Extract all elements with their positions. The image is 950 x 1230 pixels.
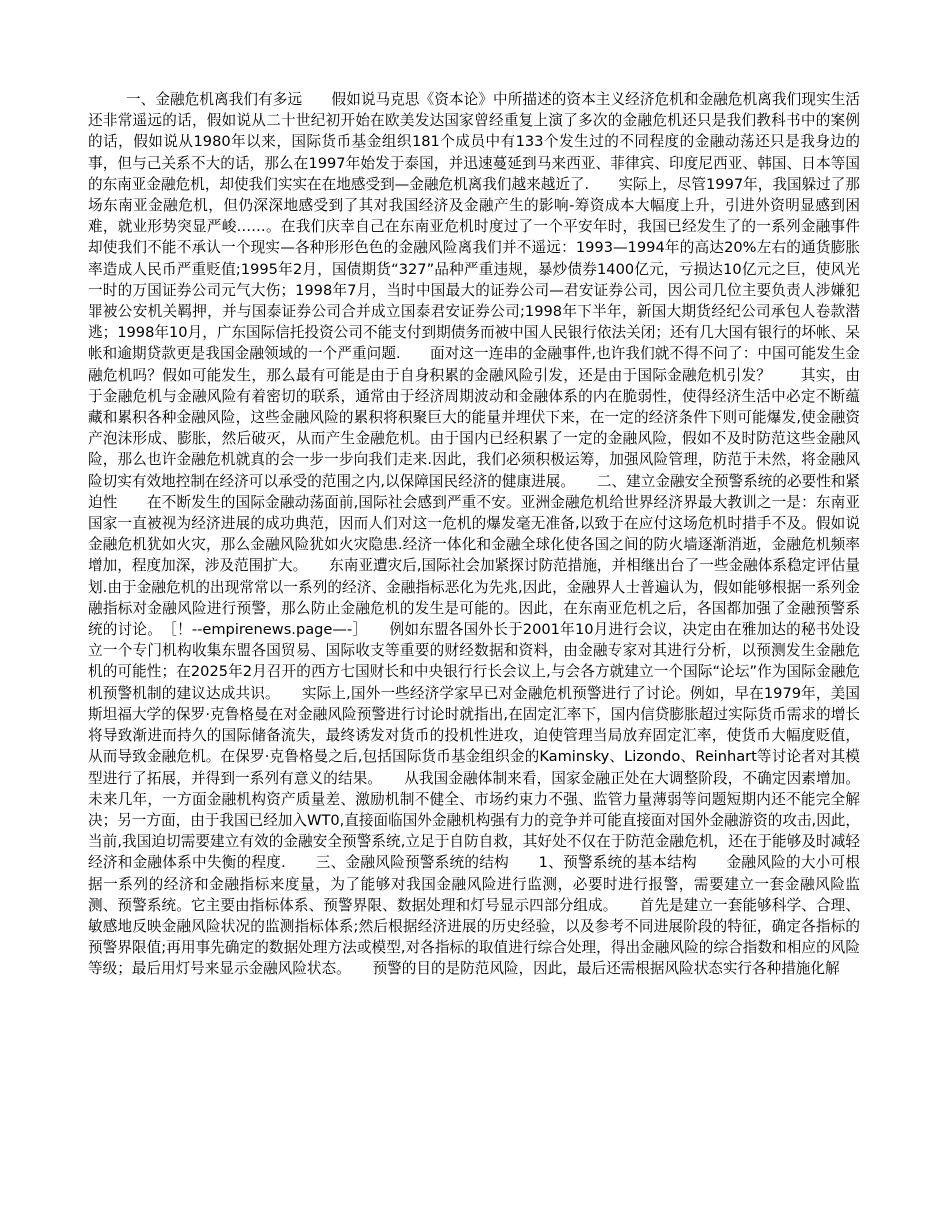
body-text: 一、金融危机离我们有多远 假如说马克思《资本论》中所描述的资本主义经济危机和金融危机离我们现实生活还非常遥远的话，假如说从二十世纪初开始在欧美发达国家曾经重复上演了多次的金融危机还只是我们教科书中的案例的话，假如说从1980年以来，国际货币基金组织181个成员中有133个发生过的不同程度的金融动荡还只是我身边的事，但与己关系不大的话，那么在1997年始发于泰国，并迅速蔓延到马来西亚、菲律宾、印度尼西亚、韩国、日本等国的东南亚金融危机，却使我们实实在在地感受到—金融危机离我们越来越近了. 实际上，尽管1997年，我国躲过了那场东南亚金融危机，但仍深深地感受到了其对我国经济及金融产生的影响-筹资成本大幅度上升，引进外资明显感到困难，就业形势突显严峻……。在我们庆幸自己在东南亚危机时度过了一个平安年时，我国已经发生了的一系列金融事件却使我们不能不承认一个现实—各种形形色色的金融风险离我们并不遥远：1993—1994年的高达20%左右的通货膨胀率造成人民币严重贬值;1995年2月，国债期货“327”品种严重违规，暴炒债券1400亿元，亏损达10亿元之巨，使风光一时的万国证券公司元气大伤；1998年7月，当时中国最大的证券公司—君安证券公司，因公司几位主要负责人涉嫌犯罪被公安机关羁押，并与国泰证券公司合并成立国泰君安证券公司;1998年下半年，新国大期货经纪公司承包人卷款潜逃；1998年10月，广东国际信托投资公司不能支付到期债务而被中国人民银行依法关闭；还有几大国有银行的坏帐、呆帐和逾期贷款更是我国金融领域的一个严重问题. 面对这一连串的金融事件,也许我们就不得不问了：中国可能发生金融危机吗？假如可能发生，那么最有可能是由于自身积累的金融风险引发，还是由于国际金融危机引发？ 其实，由于金融危机与金融风险有着密切的联系，通常由于经济周期波动和金融体系的内在脆弱性，使得经济生活中必定不断蕴藏和累积各种金融风险，这些金融风险的累积将积聚巨大的能量并埋伏下来，在一定的经济条件下则可能爆发,使金融资产泡沫形成、膨胀，然后破灭，从而产生金融危机。由于国内已经积累了一定的金融风险，假如不及时防范这些金融风险，那么也许金融危机就真的会一步一步向我们走来.因此，我们必须积极运筹，加强风险管理，防范于未然，将金融风险切实有效地控制在经济可以承受的范围之内,以保障国民经济的健康进展。 二、建立金融安全预警系统的必要性和紧迫性 在不断发生的国际金融动荡面前,国际社会感到严重不安。亚洲金融危机给世界经济界最大教训之一是：东南亚国家一直被视为经济进展的成功典范，因而人们对这一危机的爆发毫无准备,以致于在应付这场危机时措手不及。假如说金融危机犹如火灾，那么金融风险犹如火灾隐患.经济一体化和金融全球化使各国之间的防火墙逐渐消逝，金融危机频率增加，程度加深，涉及范围扩大。 东南亚遭灾后,国际社会加紧探讨防范措施，并相继出台了一些金融体系稳定评估量划.由于金融危机的出现常常以一系列的经济、金融指标恶化为先兆,因此，金融界人士普遍认为，假如能够根据一系列金融指标对金融风险进行预警，那么防止金融危机的发生是可能的。因此，在东南亚危机之后，各国都加强了金融预警系统的讨论。 ［！--empirenews.page—-］ 例如东盟各国外长于2001年10月进行会议，决定由在雅加达的秘书处设立一个专门机构收集东盟各国贸易、国际收支等重要的财经数据和资料，由金融专家对其进行分析，以预测发生金融危机的可能性；在2025年2月召开的西方七国财长和中央银行行长会议上,与会各方就建立一个国际“论坛”作为国际金融危机预警机制的建议达成共识。 实际上,国外一些经济学家早已对金融危机预警进行了讨论。例如，早在1979年，美国斯坦福大学的保罗·克鲁格曼在对金融风险预警进行讨论时就指出,在固定汇率下，国内信贷膨胀超过实际货币需求的增长将导致渐进而持久的国际储备流失，最终诱发对货币的投机性进攻，迫使管理当局放弃固定汇率，使货币大幅度贬值，从而导致金融危机。在保罗·克鲁格曼之后,包括国际货币基金组织金的Kaminsky、Lizondo、Reinhart等讨论者对其模型进行了拓展，并得到一系列有意义的结果。 从我国金融体制来看，国家金融正处在大调整阶段，不确定因素增加。未来几年，一方面金融机构资产质量差、激励机制不健全、市场约束力不强、监管力量薄弱等问题短期内还不能完全解决；另一方面，由于我国已经加入WT0,直接面临国外金融机构强有力的竞争并可能直接面对国外金融游资的攻击,因此，当前,我国迫切需要建立有效的金融安全预警系统,立足于自防自救，其好处不仅在于防范金融危机，还在于能够及时减轻经济和金融体系中失衡的程度. 三、金融风险预警系统的结构 1、预警系统的基本结构 金融风险的大小可根据一系列的经济和金融指标来度量，为了能够对我国金融风险进行监测，必要时进行报警，需要建立一套金融风险监测、预警系统。它主要由指标体系、预警界限、数据处理和灯号显示四部分组成。 首先是建立一套能够科学、合理、敏感地反映金融风险状况的监测指标体系;然后根据经济进展的历史经验，以及参考不同进展阶段的特征，确定各指标的预警界限值;再用事先确定的数据处理方法或模型,对各指标的取值进行综合处理，得出金融风险的综合指数和相应的风险等级；最后用灯号来显示金融风险状态。 预警的目的是防范风险，因此，最后还需根据风险状态实行各种措施化解 — [88, 91, 860, 978]
